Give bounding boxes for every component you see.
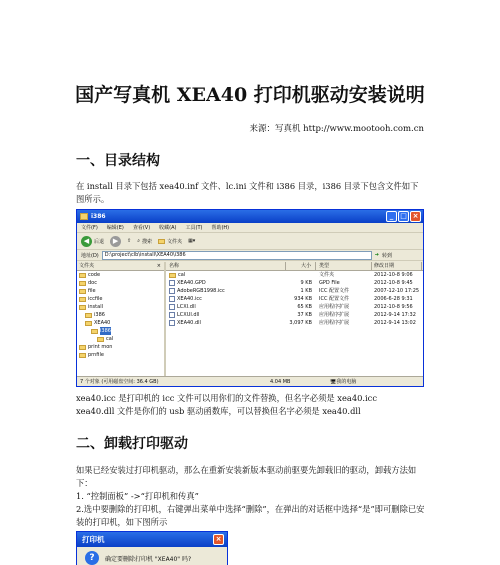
- menu-bar: [77, 223, 423, 233]
- printer-dialog: [76, 531, 228, 565]
- list-header: [166, 262, 423, 271]
- file-size: 37 KB: [297, 312, 312, 318]
- file-size: 65 KB: [297, 304, 312, 310]
- file-date: 2006-6-28 9:31: [374, 296, 413, 302]
- file-row[interactable]: [166, 303, 423, 311]
- tree-item-label: XEA40: [94, 320, 111, 326]
- status-size: 4.04 MB: [270, 379, 291, 385]
- menu-item[interactable]: 查看(V): [132, 225, 151, 231]
- tree-item-label: install: [88, 304, 103, 310]
- folder-icon: [80, 213, 88, 220]
- tree-item-label: iccfile: [88, 296, 103, 302]
- search-icon: ⌕: [137, 238, 141, 244]
- file-type: 应用程序扩展: [319, 312, 350, 318]
- file-list: [166, 262, 423, 376]
- menu-item[interactable]: 编辑(E): [106, 225, 124, 231]
- file-size: 9 KB: [300, 280, 312, 286]
- tree-item[interactable]: [77, 295, 164, 303]
- go-arrow-icon[interactable]: ➔: [374, 252, 379, 258]
- column-header[interactable]: 修改日期: [372, 262, 422, 270]
- section-heading-1: 一、目录结构: [76, 153, 160, 169]
- file-size: 3,097 KB: [289, 320, 312, 326]
- file-row[interactable]: [166, 287, 423, 295]
- file-type: 应用程序扩展: [319, 304, 350, 310]
- source-line: 来源：写真机 http://www.mootooh.com.cn: [249, 124, 424, 134]
- tree-item-label: file: [88, 288, 96, 294]
- back-arrow-icon: ◀: [81, 236, 92, 247]
- tree-item[interactable]: [77, 343, 164, 351]
- forward-button[interactable]: [110, 236, 121, 247]
- file-date: 2012-10-8 9:56: [374, 304, 413, 310]
- folder-icon: [91, 329, 98, 334]
- go-button[interactable]: 转到: [381, 252, 392, 259]
- folder-icon: [79, 273, 86, 278]
- tree-item-label: code: [88, 272, 101, 278]
- file-name: XEA40.GPD: [177, 280, 206, 286]
- file-type: 文件夹: [319, 272, 335, 278]
- window-titlebar: [77, 210, 423, 223]
- window-title: i386: [91, 213, 106, 220]
- tree-item[interactable]: [77, 319, 164, 327]
- tree-item[interactable]: [77, 311, 164, 319]
- file-name-cell: [166, 319, 286, 327]
- tree-item[interactable]: [77, 279, 164, 287]
- file-row[interactable]: [166, 295, 423, 303]
- maximize-button[interactable]: □: [398, 211, 409, 222]
- tree-item[interactable]: [77, 303, 164, 311]
- file-name-cell: [166, 287, 286, 295]
- file-name: cal: [178, 272, 186, 278]
- file-icon: [169, 280, 175, 286]
- tree-item[interactable]: [77, 351, 164, 359]
- menu-item[interactable]: 工具(T): [185, 225, 203, 231]
- file-name: XEA40.dll: [177, 320, 201, 326]
- tree-item[interactable]: [77, 271, 164, 279]
- folder-icon: [79, 289, 86, 294]
- up-folder-button[interactable]: [127, 238, 131, 244]
- explorer-window: [76, 209, 424, 387]
- column-header[interactable]: 大小: [286, 262, 316, 270]
- paragraph-5: 1. “控制面板” ->“打印机和传真”: [76, 491, 199, 501]
- file-row[interactable]: [166, 279, 423, 287]
- paragraph-4: 如果已经安装过打印机驱动，那么在重新安装新版本驱动前驱要先卸载旧的驱动，卸载方法如下：: [76, 465, 417, 488]
- page-title: 国产写真机 XEA40 打印机驱动安装说明: [75, 84, 425, 106]
- file-row[interactable]: [166, 271, 423, 279]
- file-name-cell: [166, 303, 286, 311]
- file-name-cell: [166, 279, 286, 287]
- file-size: 1 KB: [300, 288, 312, 294]
- paragraph-1: 在 install 目录下包括 xea40.inf 文件、lc.ini 文件和 i386 目录，i386 目录下包含文件如下图所示。: [76, 181, 419, 204]
- tree-item-label: i386: [94, 312, 105, 318]
- tree-item-label: prnfile: [88, 352, 104, 358]
- address-bar: [77, 250, 423, 261]
- file-name: LCXI.dll: [177, 304, 196, 310]
- tree-item[interactable]: [77, 327, 164, 335]
- file-icon: [169, 320, 175, 326]
- folder-icon: [79, 281, 86, 286]
- search-button[interactable]: ⌕ 搜索: [137, 238, 153, 245]
- file-type: GPD File: [319, 280, 340, 286]
- file-name: LCXUI.dll: [177, 312, 200, 318]
- address-label: 地址(D): [81, 252, 99, 259]
- column-header[interactable]: 类型: [316, 262, 372, 270]
- tree-item[interactable]: [77, 287, 164, 295]
- file-size: [286, 271, 316, 279]
- file-name-cell: [166, 311, 286, 319]
- folder-icon: [85, 321, 92, 326]
- folder-icon: [169, 273, 176, 278]
- views-icon: ▦▾: [188, 238, 196, 244]
- close-button[interactable]: ×: [410, 211, 421, 222]
- file-name: AdobeRGB1998.icc: [177, 288, 225, 294]
- status-location: 我的电脑: [336, 379, 357, 385]
- folder-icon: [79, 297, 86, 302]
- folders-button[interactable]: 文件夹: [158, 238, 182, 245]
- dialog-close-button[interactable]: ×: [213, 534, 224, 545]
- tree-item[interactable]: [77, 335, 164, 343]
- file-date: 2012-9-14 13:02: [374, 320, 416, 326]
- column-header[interactable]: 名称: [166, 262, 286, 270]
- back-button[interactable]: ◀ 后退: [81, 236, 104, 247]
- views-button[interactable]: [188, 238, 195, 244]
- tree-item-label: print mon: [88, 344, 113, 350]
- menu-item[interactable]: 帮助(H): [211, 225, 230, 231]
- file-icon: [169, 304, 175, 310]
- up-folder-icon: ⇧: [127, 238, 132, 244]
- status-bar: [77, 376, 423, 386]
- file-icon: [169, 296, 175, 302]
- file-date: 2007-12-10 17:25: [374, 288, 420, 294]
- address-input[interactable]: D:\project\clb\install\XEA40\i386: [102, 251, 372, 260]
- file-row[interactable]: [166, 319, 423, 327]
- folder-icon: [85, 313, 92, 318]
- menu-item[interactable]: 收藏(A): [159, 225, 177, 231]
- tree-header: 文件夹 ×: [77, 262, 164, 271]
- dialog-titlebar: [77, 532, 227, 547]
- forward-arrow-icon: ▶: [110, 236, 121, 247]
- tree-item-label: i386: [100, 328, 111, 334]
- file-icon: [169, 312, 175, 318]
- paragraph-6: 2.选中要删除的打印机，右键弹出菜单中选择“删除”，在弹出的对话框中选择“是”即可删除已安装的打印机，如下图所示: [76, 504, 425, 527]
- file-date: 2012-10-8 9:45: [374, 280, 413, 286]
- dialog-message: 确定要删除打印机 "XEA40" 吗?: [105, 555, 192, 563]
- close-pane-icon[interactable]: ×: [156, 263, 161, 269]
- file-name-cell: [166, 271, 286, 279]
- menu-item[interactable]: 文件(F): [81, 225, 98, 231]
- paragraph-3: xea40.dll 文件是你们的 usb 驱动函数库，可以替换但名字必须是 xea40.dll: [76, 406, 361, 416]
- section-heading-2: 二、卸载打印驱动: [76, 436, 188, 452]
- file-icon: [169, 288, 175, 294]
- dialog-title: 打印机: [82, 535, 105, 544]
- computer-icon: 🖥: [330, 379, 337, 385]
- folder-icon: [79, 353, 86, 358]
- file-date: 2012-9-14 17:32: [374, 312, 416, 318]
- file-row[interactable]: [166, 311, 423, 319]
- file-size: 934 KB: [294, 296, 312, 302]
- folder-icon: [97, 337, 104, 342]
- minimize-button[interactable]: _: [386, 211, 397, 222]
- toolbar: [77, 233, 423, 250]
- file-type: ICC 配置文件: [319, 288, 350, 294]
- question-icon: ?: [85, 551, 99, 565]
- tree-item-label: doc: [88, 280, 97, 286]
- paragraph-2: xea40.icc 是打印机的 icc 文件可以用你们的文件替换，但名字必须是 xea40.icc: [76, 393, 377, 403]
- file-name: XEA40.icc: [177, 296, 202, 302]
- folders-icon: [158, 239, 165, 244]
- folder-icon: [79, 305, 86, 310]
- file-type: ICC 配置文件: [319, 296, 350, 302]
- file-date: 2012-10-8 9:06: [374, 272, 413, 278]
- folder-tree: [77, 262, 166, 376]
- tree-item-label: cal: [106, 336, 114, 342]
- status-objects: 7 个对象 (可用磁盘空间: 36.4 GB): [80, 379, 159, 385]
- file-type: 应用程序扩展: [319, 320, 350, 326]
- file-name-cell: [166, 295, 286, 303]
- folder-icon: [79, 345, 86, 350]
